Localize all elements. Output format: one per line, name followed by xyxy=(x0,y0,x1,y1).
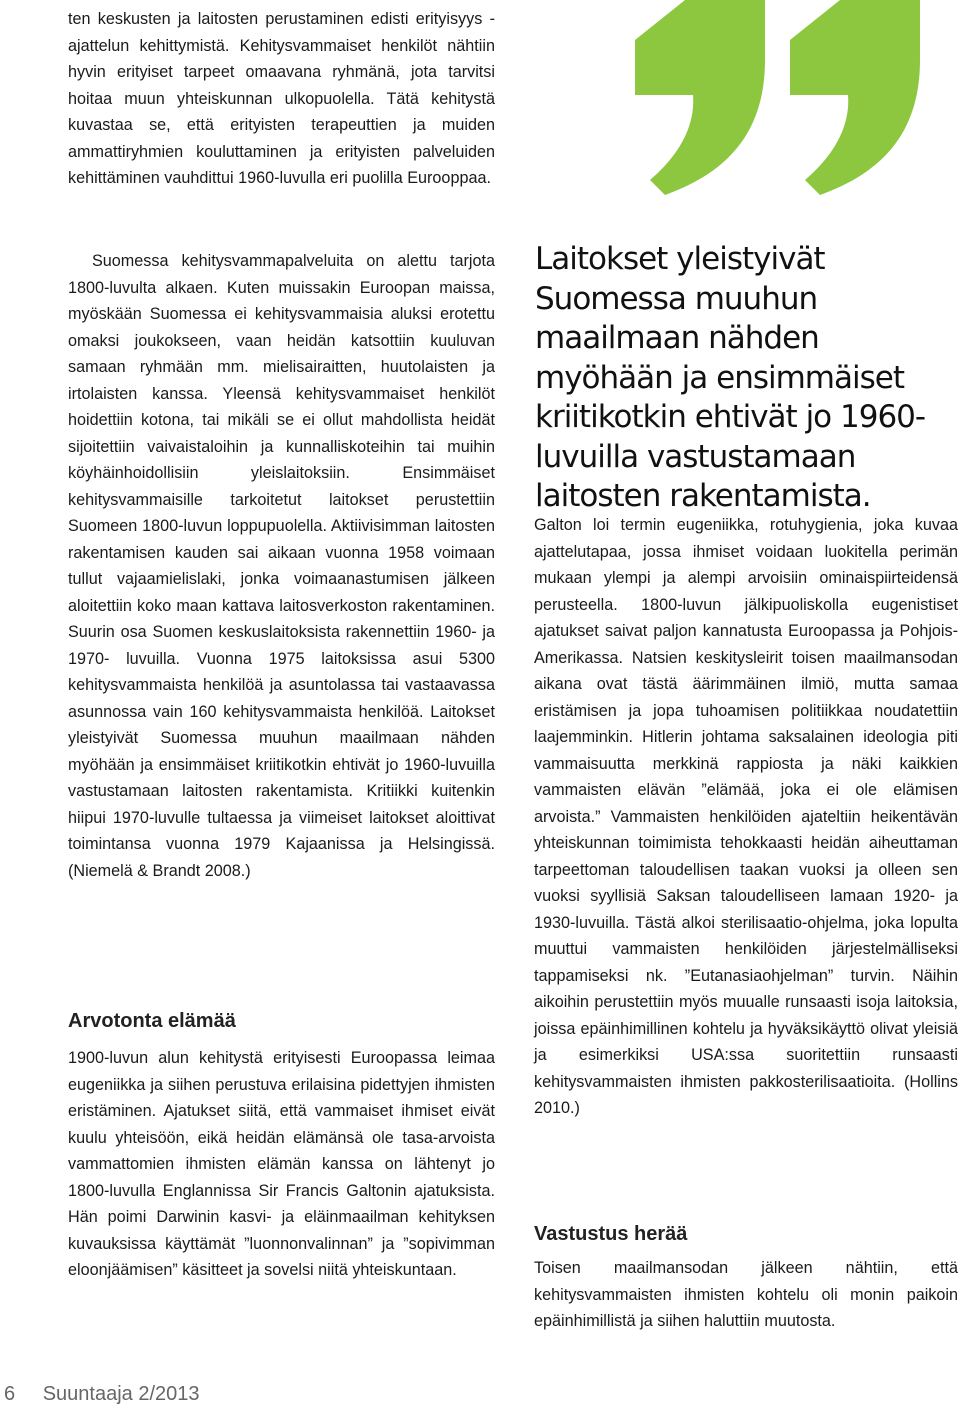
pull-quote: Laitokset yleistyivät Suomessa muuhun maailmaan nähden myöhään ja ensimmäiset kriitikotkin ehtivät jo 1960-luvuilla vastustamaan laitosten rakentamista. xyxy=(535,241,926,514)
body-paragraph: Suomessa kehitysvammapalveluita on alettu tarjota 1800-luvulta alkaen. Kuten muissakin Euroopan maissa, myöskään Suomessa ei kehitysvammaisia aluksi erotettu omaksi joukokseen, vaan heidän katsottiin kuuluvan samaan ryhmään mm. mielisairaitten, huutolaisten ja irtolaisten kanssa. Yleensä kehitysvammaiset henkilöt hoidettiin kotona, tai mikäli se ei ollut mahdollista heidät sijoitettiin vaivaistaloihin ja kunnalliskoteihin tai muihin köyhäinhoidollisiin yleislaitoksiin. Ensimmäiset kehitysvammaisille tarkoitetut laitokset perustettiin Suomeen 1800-luvun loppupuolella. Aktiivisimman laitosten rakentamisen kauden sai aikaan vuonna 1958 voimaan tullut vajaamielislaki, jonka voimaanastumisen jälkeen aloitettiin koko maan kattava laitosverkoston rakentaminen. Suurin osa Suomen keskuslaitoksista rakennettiin 1960- ja 1970- luvuilla. Vuonna 1975 laitoksissa asui 5300 kehitysvammaista henkilöä ja asuntolassa tai vastaavassa asunnossa vain 160 kehitysvammaista henkilöä. Laitokset yleistyivät Suomessa muuhun maailmaan nähden myöhään ja ensimmäiset kriitikotkin ehtivät jo 1960-luvuilla vastustamaan laitosten rakentamista. Kritiikki kuitenkin hiipui 1970-luvulle tultaessa ja viimeiset laitokset aloittivat toimintansa vuonna 1979 Kajaanissa ja Helsingissä. (Niemelä & Brandt 2008.) xyxy=(68,252,495,880)
section-heading: Vastustus herää xyxy=(534,1223,688,1245)
body-paragraph: Galton loi termin eugeniikka, rotuhygienia, joka kuvaa ajattelutapaa, jossa ihmiset voidaan luokitella perimän mukaan ylempi ja alempi arvoisiin ominaispiirteidensä perusteella. 1800-luvun jälkipuoliskolla eugenistiset ajatukset saivat paljon kannatusta Euroopassa ja Pohjois-Amerikassa. Natsien keskitysleirit toisen maailmansodan aikana ovat tästä äärimmäinen ilmiö, mutta samaa eristämisen ja jopa tuhoamisen politiikkaa noudatettiin laajemminkin. Hitlerin johtama saksalainen ideologia piti vammaisuutta merkkinä rappiosta ja näki kaikkien vammaisten elävän ”elämää, joka ei ole elämisen arvoista.” Vammaisten henkilöiden ajateltiin heikentävän yhteiskunnan toimimista tehokkaasti heidän aiheuttaman tarpeettoman taloudellisen taakan vuoksi ja olleen sen vuoksi syyllisiä Saksan taloudelliseen lamaan 1920- ja 1930-luvuilla. Tästä alkoi sterilisaatio-ohjelma, joka lopulta muuttui vammaisten henkilöiden järjestelmälliseksi tappamiseksi nk. ”Eutanasiaohjelman” turvin. Näihin aikoihin perustettiin myös muualle runsaasti isoja laitoksia, joissa epäinhimillinen kohtelu ja hyväksikäyttö olivat yleisiä ja esimerkiksi USA:ssa suoritettiin runsaasti kehitysvammaisten ihmisten pakkosterilisaatioita. (Hollins 2010.) xyxy=(534,516,958,1117)
page-number: 6 xyxy=(4,1383,16,1405)
body-paragraph: Toisen maailmansodan jälkeen nähtiin, että kehitysvammaisten ihmisten kohtelu oli monin paikoin epäinhimillistä ja siihen haluttiin muutosta. xyxy=(534,1259,958,1330)
body-paragraph: 1900-luvun alun kehitystä erityisesti Euroopassa leimaa eugeniikka ja siihen perustuva erilaisina pidettyjen ihmisten eristäminen. Ajatukset siitä, että vammaiset ihmiset eivät kuulu yhteisöön, eikä heidän elämänsä ole tasa-arvoista vammattomien ihmisten elämän kanssa on lähtenyt jo 1800-luvulla Englannissa Sir Francis Galtonin ajatuksista. Hän poimi Darwinin kasvi- ja eläinmaailman kehityksen kuvauksissa käyttämät ”luonnonvalinnan” ja ”sopivimman eloonjäämisen” käsitteet ja sovelsi niitä yhteiskuntaan. xyxy=(68,1049,495,1279)
section-heading: Arvotonta elämää xyxy=(68,1010,236,1032)
page-footer xyxy=(4,1383,200,1406)
body-paragraph: ten keskusten ja laitosten perustaminen edisti erityisyys -ajattelun kehittymistä. Kehitysvammaiset henkilöt nähtiin hyvin erityiset tarpeet omaavana ryhmänä, jota tarvitsi hoitaa muun yhteiskunnan ulkopuolella. Tätä kehitystä kuvastaa se, että erityisten terapeuttien ja muiden ammattiryhmien kouluttaminen ja erityisten palveluiden kehittäminen vauhdittui 1960-luvulla eri puolilla Eurooppaa. xyxy=(68,10,495,187)
quotation-mark-icon xyxy=(615,0,945,215)
publication-name: Suuntaaja 2/2013 xyxy=(42,1383,200,1405)
